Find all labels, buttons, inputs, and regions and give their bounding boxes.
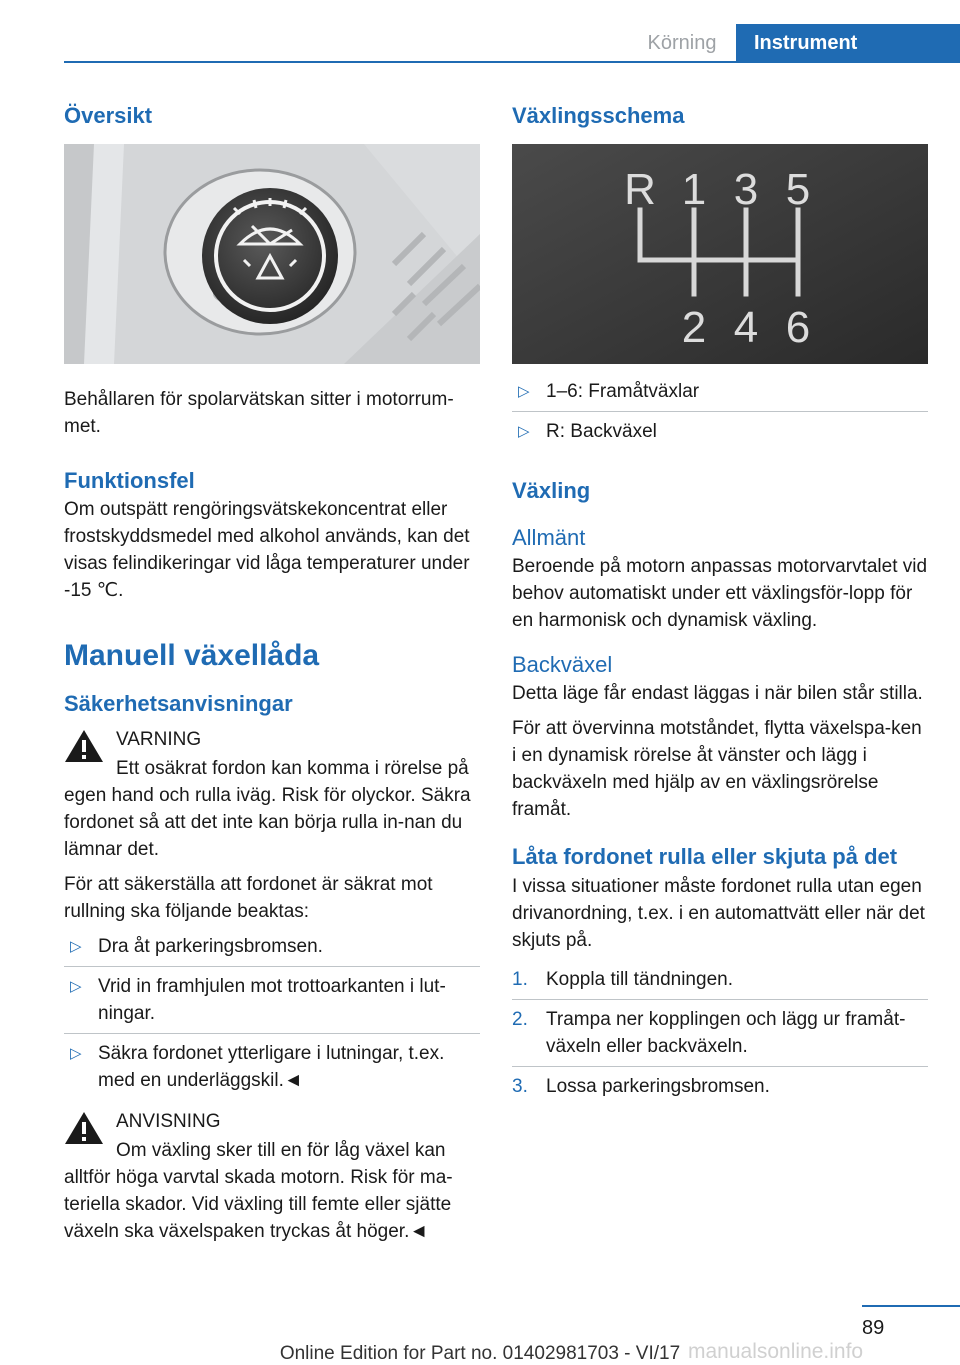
backvaxel-text-2: För att övervinna motståndet, flytta växelspa-ken i en dynamisk rörelse åt vänster och lägg i backväxeln med hjälp av en växlingsrörelse framåt. (512, 718, 922, 820)
bullet-triangle-icon: ▷ (70, 1045, 82, 1062)
reservoir-cap-illustration (64, 144, 480, 364)
washer-reservoir-image (64, 144, 480, 364)
warning-triangle-icon (64, 728, 104, 764)
bullet-triangle-icon: ▷ (518, 423, 530, 440)
section-title-allmant: Allmänt (512, 525, 586, 550)
secure-list (64, 933, 480, 1094)
watermark: manualsonline.info (688, 1340, 864, 1363)
list-item: ▷ Säkra fordonet ytterligare i lutningar, t.ex. med en underläggskil.◄ (64, 1040, 480, 1094)
section-title-vaxlingsschema: Växlingsschema (512, 103, 685, 128)
list-item: 1. Koppla till tändningen. (512, 966, 928, 1000)
notice-title: ANVISNING (116, 1111, 221, 1132)
bullet-triangle-icon: ▷ (70, 938, 82, 955)
section-title-backvaxel: Backväxel (512, 652, 613, 677)
backvaxel-text-1: Detta läge får endast läggas i när bilen står stilla. (512, 683, 923, 704)
left-column (64, 100, 480, 1245)
notice-text: Om växling sker till en för låg växel kan alltför höga varvtal skada motorn. Risk för ma-teriella skador. Vid växling till femte eller sjätte växeln ska växelspaken tryckas åt höger.◄ (64, 1140, 453, 1242)
notice-block (64, 1108, 480, 1135)
footer-edition: Online Edition for Part no. 01402981703 - VI/17 (279, 1343, 681, 1364)
right-column (512, 100, 928, 1100)
list-item: ▷ Vrid in framhjulen mot trottoarkanten i lut-ningar. (64, 973, 480, 1034)
gear-label-4: 4 (733, 303, 759, 352)
warning-block (64, 726, 480, 753)
list-item: ▷ 1–6: Framåtväxlar (512, 378, 928, 412)
rulla-text: I vissa situationer måste fordonet rulla utan egen drivanordning, t.ex. i en automattvätt eller när det skjuts på. (512, 876, 925, 951)
steps-list (512, 966, 928, 1100)
gear-label-r: R (624, 165, 656, 214)
gear-label-5: 5 (785, 165, 811, 214)
bullet-triangle-icon: ▷ (518, 383, 530, 400)
header-tab-korning[interactable]: Körning (647, 32, 717, 54)
list-item: 3. Lossa parkeringsbromsen. (512, 1076, 770, 1097)
section-title-sakerhetsanvisningar: Säkerhetsanvisningar (64, 691, 293, 716)
list-item: ▷ R: Backväxel (512, 418, 928, 445)
gear-shift-diagram (512, 144, 928, 364)
header-tab-instrument[interactable]: Instrument (736, 24, 960, 62)
section-title-oversikt: Översikt (64, 103, 153, 128)
bullet-triangle-icon: ▷ (70, 978, 82, 995)
gear-label-2: 2 (681, 303, 707, 352)
section-title-lata-rulla: Låta fordonet rulla eller skjuta på det (512, 844, 898, 869)
section-title-manuell-vaxellada: Manuell växellåda (64, 639, 320, 672)
section-title-funktionsfel: Funktionsfel (64, 468, 195, 493)
gear-label-6: 6 (785, 303, 811, 352)
secure-intro-text: För att säkerställa att fordonet är säkrat mot rullning ska följande beaktas: (64, 874, 433, 922)
funktionsfel-text: Om outspätt rengöringsvätskekoncentrat eller frostskyddsmedel med alkohol används, kan det visas felindikeringar vid låga temperaturer under -15 ℃. (64, 499, 470, 601)
page-number: 89 (862, 1317, 885, 1339)
header-rule (64, 61, 960, 63)
section-title-vaxling: Växling (512, 478, 591, 503)
gear-diagram (512, 144, 928, 364)
allmant-text: Beroende på motorn anpassas motorvarvtalet vid behov automatiskt under ett växlingsför-lopp för en harmonisk och dynamisk växling. (512, 556, 928, 631)
page-number-rule (862, 1305, 960, 1307)
gear-label-1: 1 (681, 165, 707, 214)
warning-text: Ett osäkrat fordon kan komma i rörelse på egen hand och rulla iväg. Risk för olyckor. Säkra fordonet så att det inte kan börja rulla in-nan du lämnar det. (64, 758, 471, 860)
warning-title: VARNING (116, 729, 202, 750)
list-item: ▷ Dra åt parkeringsbromsen. (64, 933, 480, 967)
gear-list (512, 378, 928, 445)
list-item: 2. Trampa ner kopplingen och lägg ur framåt-växeln eller backväxeln. (512, 1006, 928, 1067)
gear-label-3: 3 (733, 165, 759, 214)
warning-triangle-icon (64, 1110, 104, 1146)
reservoir-text: Behållaren för spolarvätskan sitter i motorrum-met. (64, 389, 454, 437)
